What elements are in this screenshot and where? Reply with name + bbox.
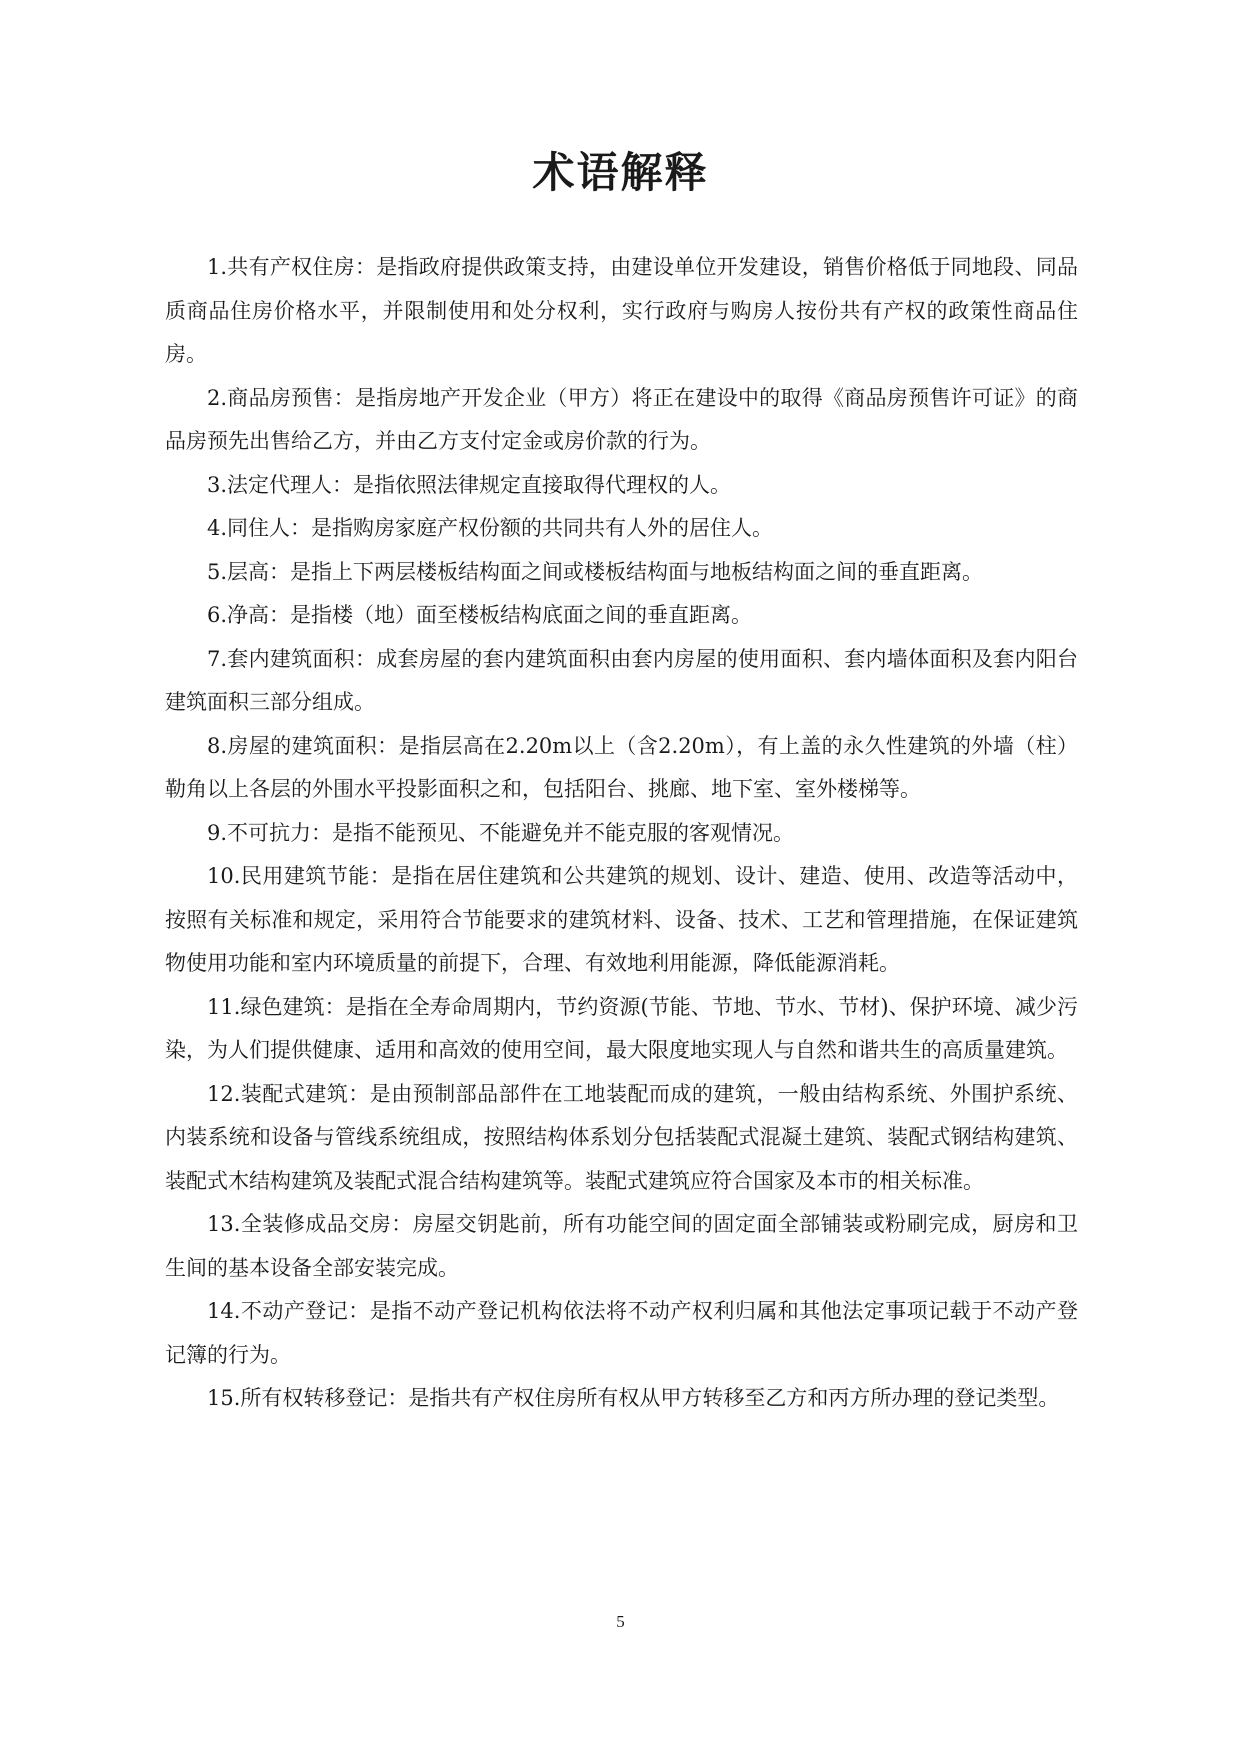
term-item-3: 3.法定代理人：是指依照法律规定直接取得代理权的人。 bbox=[207, 472, 732, 497]
term-item-15: 15.所有权转移登记：是指共有产权住房所有权从甲方转移至乙方和丙方所办理的登记类型。 bbox=[207, 1386, 1060, 1410]
term-item-2: 2.商品房预售：是指房地产开发企业（甲方）将正在建设中的取得《商品房预售许可证》的商品房预先出售给乙方，并由乙方支付定金或房价款的行为。 bbox=[165, 385, 1078, 453]
term-item-14: 14.不动产登记：是指不动产登记机构依法将不动产权利归属和其他法定事项记载于不动产登记簿的行为。 bbox=[165, 1299, 1078, 1367]
term-item-9: 9.不可抗力：是指不能预见、不能避免并不能克服的客观情况。 bbox=[207, 820, 795, 845]
term-item-7: 7.套内建筑面积：成套房屋的套内建筑面积由套内房屋的使用面积、套内墙体面积及套内阳台建筑面积三部分组成。 bbox=[165, 646, 1078, 714]
term-item-5: 5.层高：是指上下两层楼板结构面之间或楼板结构面与地板结构面之间的垂直距离。 bbox=[207, 559, 984, 584]
term-item-12: 12.装配式建筑：是由预制部品部件在工地装配而成的建筑，一般由结构系统、外围护系统、内装系统和设备与管线系统组成，按照结构体系划分包括装配式混凝土建筑、装配式钢结构建筑、装配式木结构建筑及装配式混合结构建筑等。装配式建筑应符合国家及本市的相关标准。 bbox=[165, 1081, 1078, 1193]
term-item-6: 6.净高：是指楼（地）面至楼板结构底面之间的垂直距离。 bbox=[207, 603, 753, 627]
terms-list bbox=[165, 246, 1078, 1421]
term-item-8: 8.房屋的建筑面积：是指层高在2.20m以上（含2.20m），有上盖的永久性建筑的外墙（柱）勒角以上各层的外围水平投影面积之和，包括阳台、挑廊、地下室、室外楼梯等。 bbox=[165, 733, 1078, 801]
page-title: 术语解释 bbox=[532, 148, 709, 197]
page-number: 5 bbox=[616, 1612, 625, 1631]
term-item-11: 11.绿色建筑：是指在全寿命周期内，节约资源(节能、节地、节水、节材)、保护环境、减少污染，为人们提供健康、适用和高效的使用空间，最大限度地实现人与自然和谐共生的高质量建筑。 bbox=[165, 994, 1078, 1062]
term-item-10: 10.民用建筑节能：是指在居住建筑和公共建筑的规划、设计、建造、使用、改造等活动中，按照有关标准和规定，采用符合节能要求的建筑材料、设备、技术、工艺和管理措施，在保证建筑物使用功能和室内环境质量的前提下，合理、有效地利用能源，降低能源消耗。 bbox=[165, 864, 1078, 975]
term-item-1: 1.共有产权住房：是指政府提供政策支持，由建设单位开发建设，销售价格低于同地段、同品质商品住房价格水平，并限制使用和处分权利，实行政府与购房人按份共有产权的政策性商品住房。 bbox=[165, 255, 1078, 366]
term-item-13: 13.全装修成品交房：房屋交钥匙前，所有功能空间的固定面全部铺装或粉刷完成，厨房和卫生间的基本设备全部安装完成。 bbox=[165, 1212, 1078, 1280]
term-item-4: 4.同住人：是指购房家庭产权份额的共同共有人外的居住人。 bbox=[207, 516, 774, 540]
